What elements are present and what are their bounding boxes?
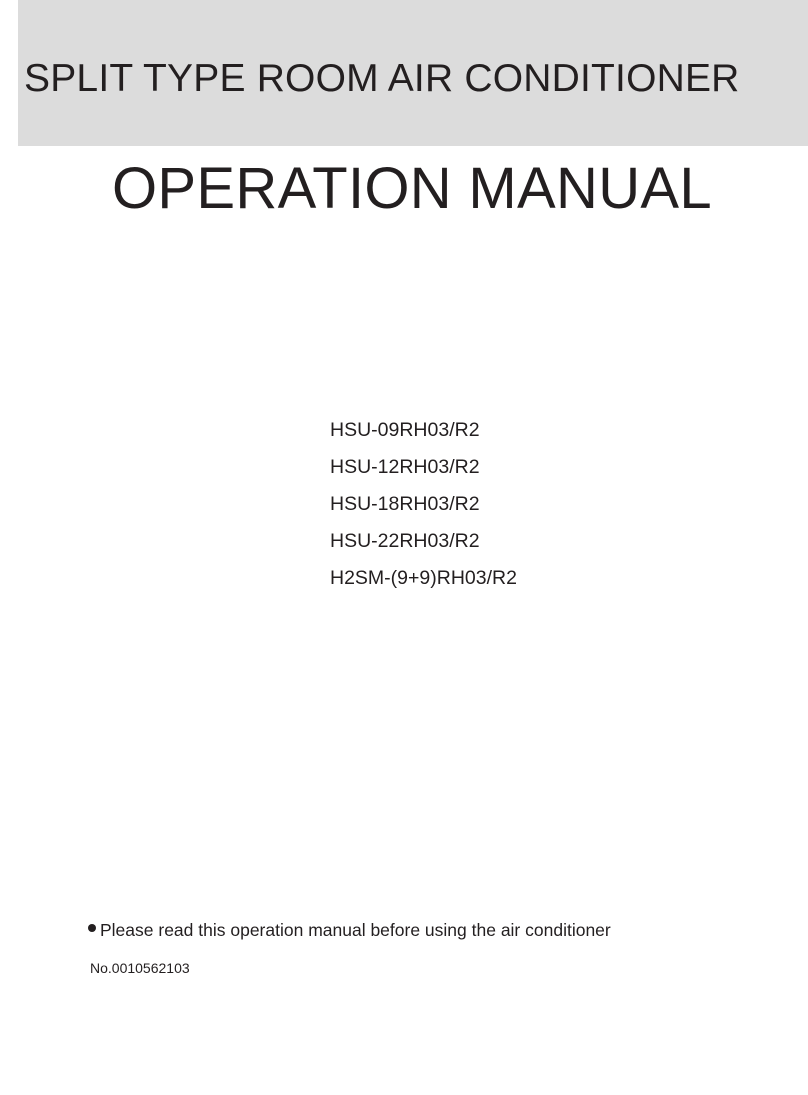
document-number: No.0010562103 [90, 960, 190, 976]
read-manual-notice [88, 917, 611, 943]
notice-text: Please read this operation manual before using the air conditioner [100, 920, 611, 940]
model-item: HSU-09RH03/R2 [330, 419, 480, 441]
model-item: HSU-12RH03/R2 [330, 456, 480, 478]
model-item: HSU-22RH03/R2 [330, 530, 480, 552]
document-title: OPERATION MANUAL [112, 156, 712, 221]
bullet-icon [88, 924, 96, 932]
header-title: SPLIT TYPE ROOM AIR CONDITIONER [24, 57, 740, 100]
model-item: H2SM-(9+9)RH03/R2 [330, 567, 517, 589]
model-list [330, 412, 517, 597]
model-item: HSU-18RH03/R2 [330, 493, 480, 515]
